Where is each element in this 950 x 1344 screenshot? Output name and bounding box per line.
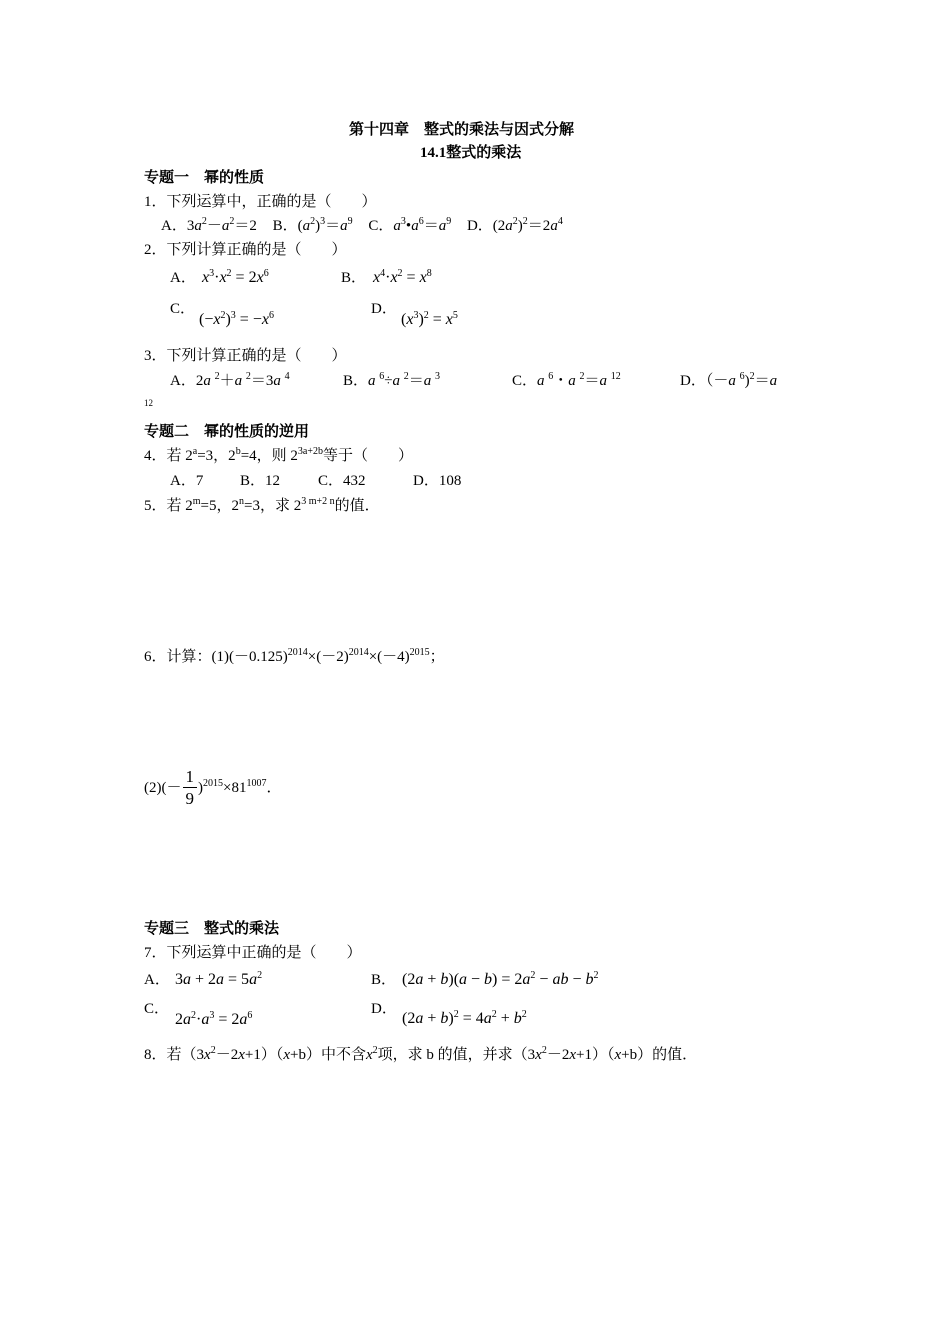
q1-option-b: B．$(a^2)^3=a^9$	[272, 216, 353, 234]
q7-option-d-formula: $(2a + b)^2 = 4a^2 + b^2$	[402, 1009, 527, 1027]
q7-option-b-formula: $(2a + b)(a - b) = 2a^2$ − ab − $b^2$	[402, 970, 599, 988]
q7-option-a-label: A．	[144, 972, 170, 988]
topic-1-heading: 专题一 幂的性质	[144, 170, 265, 186]
q1-option-c: C．$a^3•a^6=a^9$	[368, 216, 452, 234]
q2-option-b-formula: $x^4\cdot x^2 = x^8$	[373, 268, 432, 286]
q2-option-a-formula: $x^3\cdot x^2 = 2x^6$	[202, 268, 269, 286]
q4-option-a: A．7	[170, 473, 204, 489]
q1-options	[161, 216, 563, 234]
q3-option-b: B．a $^6$÷a $^2$＝a $^3$	[343, 371, 441, 389]
q1-option-d: D．$(2a^2)^2=2a^4$	[466, 216, 563, 234]
q1-stem: 1．下列运算中，正确的是（ ）	[144, 194, 377, 210]
q3-option-a: A．2a $^2$＋a $^2$＝3a $^4$	[170, 371, 290, 389]
q3-option-c: C．a $^6$・a $^2$＝a $^{12}$	[512, 371, 621, 389]
q1-option-a: A．$3a^2-a^2=2$	[161, 216, 257, 234]
q7-option-a-formula: $3a + 2a = 5a^2$	[175, 970, 263, 988]
q5-stem: 5．若 $2^m=5$，$2^n=3$，求 $2^{3 m+2 n}$的值．	[144, 496, 380, 514]
q2-option-d-label: D．	[371, 301, 397, 317]
q7-option-d-label: D．	[371, 1001, 397, 1017]
q2-stem: 2．下列计算正确的是（ ）	[144, 242, 347, 258]
q6-part-1: 6．计算：$(1)(-0.125)^{2014}\times(-2)^{2014}\times(-4)^{2015}$；	[144, 647, 445, 665]
q3-stem: 3．下列计算正确的是（ ）	[144, 348, 347, 364]
q6-part-2: (2)(－ $\frac{1}{9}$ )$^{2015}\times 81^{1007}$．	[144, 767, 282, 808]
q4-stem: 4．若 $2^a=3$，$2^b=4$，则 $2^{3a+2b}$等于（ ）	[144, 446, 413, 464]
q2-option-a-label: A．	[170, 270, 196, 286]
q4-option-c: C．432	[318, 473, 366, 489]
q3-option-d-wrap: 12	[144, 398, 153, 408]
topic-3-heading: 专题三 整式的乘法	[144, 921, 280, 937]
fraction-one-ninth: $\frac{1}{9}$	[183, 767, 198, 810]
q4-option-b: B．12	[240, 473, 281, 489]
q8-stem: 8．若$(3x^2-2x+1)(x+b)$中不含$x^2$项，求 b 的值，并求$(3x^2-2x+1)(x+b)$的值．	[144, 1045, 698, 1063]
q2-option-b-label: B．	[341, 270, 367, 286]
topic-2-heading: 专题二 幂的性质的逆用	[144, 424, 310, 440]
q2-option-c-label: C．	[170, 301, 196, 317]
chapter-title: 第十四章 整式的乘法与因式分解	[349, 122, 575, 138]
q7-option-c-label: C．	[144, 1001, 170, 1017]
q7-option-b-label: B．	[371, 972, 397, 988]
q4-option-d: D．108	[413, 473, 462, 489]
q7-option-c-formula: $2a^2\cdot a^3 = 2a^6$	[175, 1010, 253, 1028]
q3-option-d: D．（－a $^6$)$^2$＝a	[680, 371, 778, 389]
q2-option-d-formula: $(x^3)^2 = x^5$	[401, 310, 458, 328]
q7-stem: 7．下列运算中正确的是（ ）	[144, 945, 362, 961]
section-title: 14.1整式的乘法	[420, 145, 522, 161]
q2-option-c-formula: $(-x^2)^3 = -x^6$	[199, 310, 274, 328]
